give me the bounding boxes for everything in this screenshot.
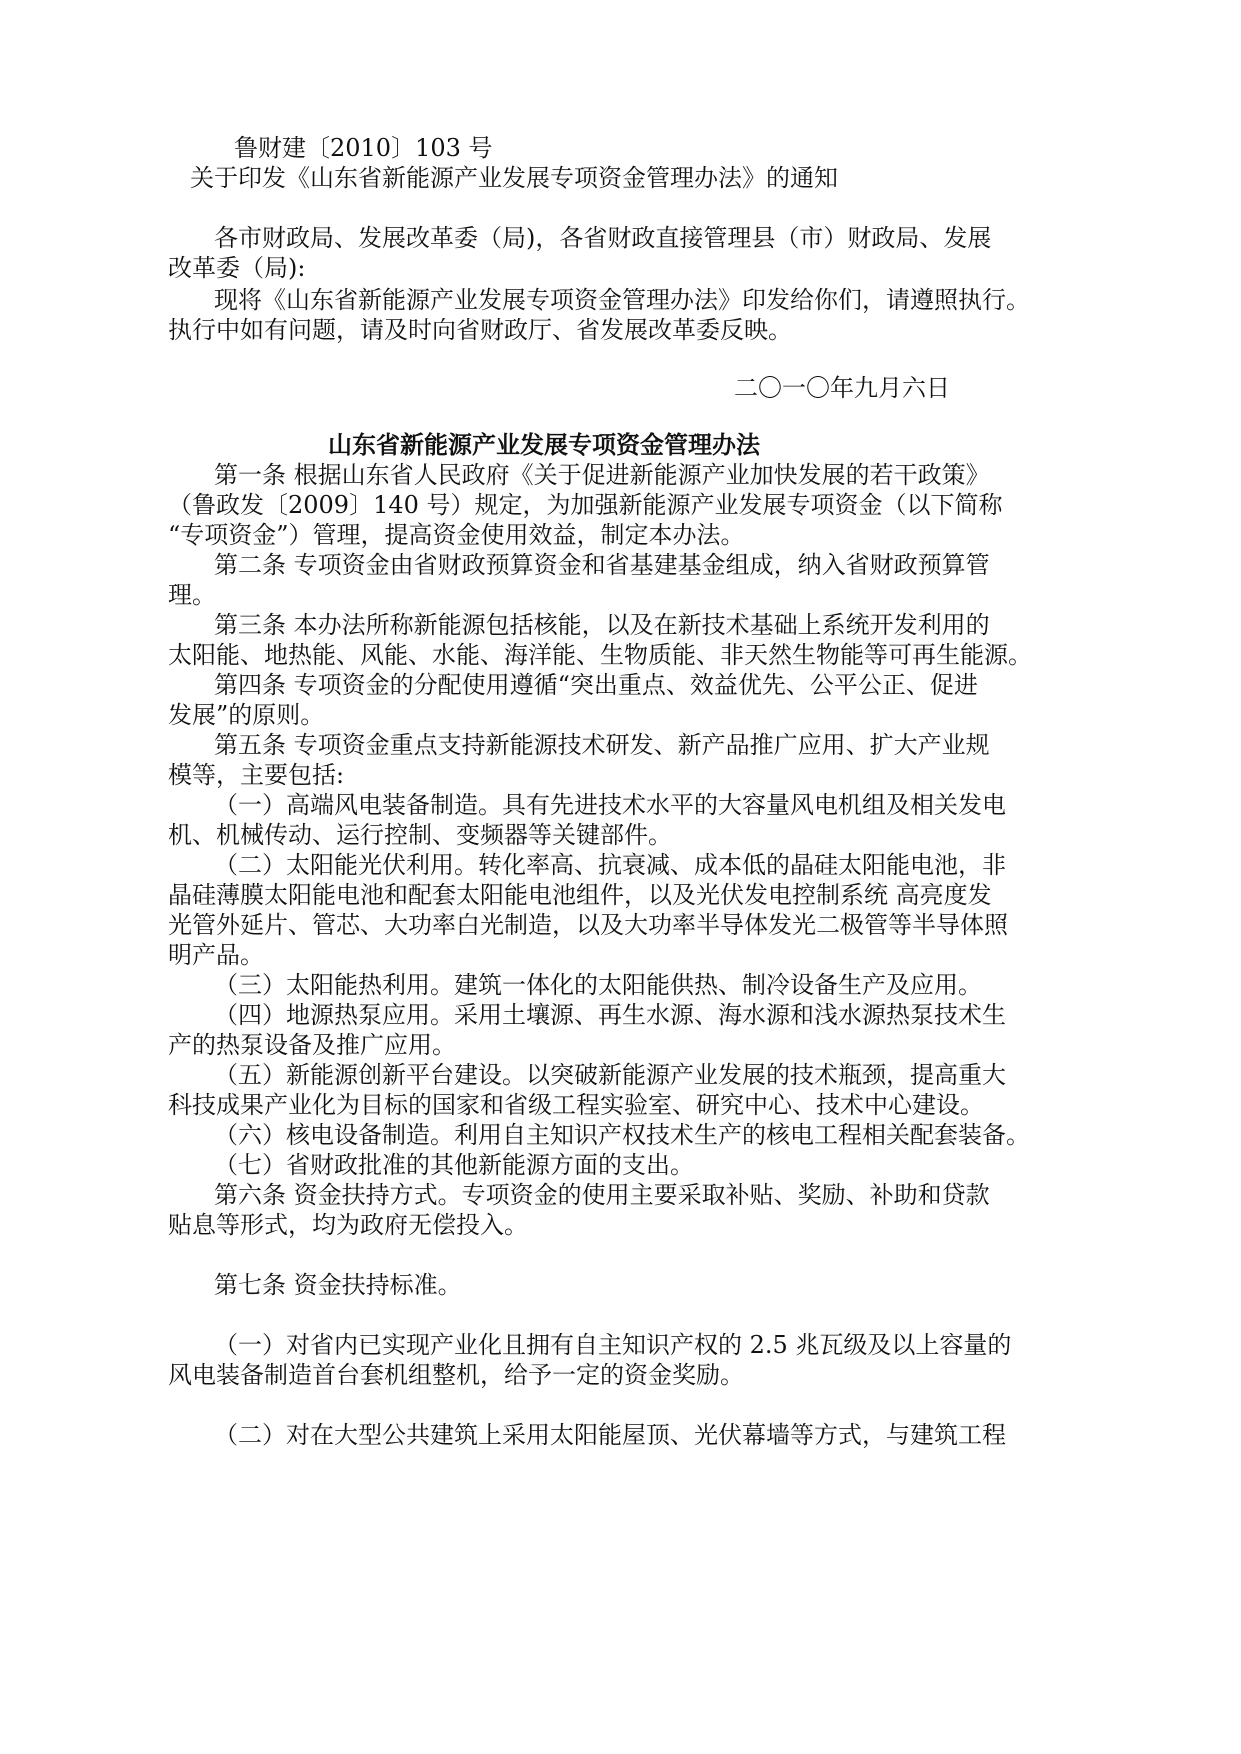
- article-line: 风电装备制造首台套机组整机，给予一定的资金奖励。: [168, 1361, 744, 1389]
- article-line: （六）核电设备制造。利用自主知识产权技术生产的核电工程相关配套装备。: [214, 1121, 1030, 1149]
- article-line: 光管外延片、管芯、大功率白光制造，以及大功率半导体发光二极管等半导体照: [168, 911, 1008, 939]
- article-line: （四）地源热泵应用。采用土壤源、再生水源、海水源和浅水源热泵技术生: [214, 1001, 1006, 1029]
- article-line: （一）对省内已实现产业化且拥有自主知识产权的 2.5 兆瓦级及以上容量的: [214, 1331, 1012, 1359]
- article-line: （一）高端风电装备制造。具有先进技术水平的大容量风电机组及相关发电: [214, 791, 1006, 819]
- article-line: 第三条 本办法所称新能源包括核能，以及在新技术基础上系统开发利用的: [214, 611, 990, 639]
- article-line: 产的热泵设备及推广应用。: [168, 1031, 456, 1059]
- article-line: 第六条 资金扶持方式。专项资金的使用主要采取补贴、奖励、补助和贷款: [214, 1181, 990, 1209]
- article-line: 第七条 资金扶持标准。: [214, 1271, 462, 1299]
- article-line: 晶硅薄膜太阳能电池和配套太阳能电池组件，以及光伏发电控制系统 高亮度发: [168, 881, 992, 909]
- article-line: “专项资金”）管理，提高资金使用效益，制定本办法。: [168, 521, 745, 549]
- article-line: 模等，主要包括:: [168, 761, 345, 789]
- article-line: 贴息等形式，均为政府无偿投入。: [168, 1211, 528, 1239]
- article-line: 第一条 根据山东省人民政府《关于促进新能源产业加快发展的若干政策》: [214, 461, 990, 489]
- article-line: （二）对在大型公共建筑上采用太阳能屋顶、光伏幕墙等方式，与建筑工程: [214, 1421, 1006, 1449]
- document-number: 鲁财建〔2010〕103 号: [234, 134, 493, 162]
- notice-title: 关于印发《山东省新能源产业发展专项资金管理办法》的通知: [190, 164, 838, 192]
- article-line: （鲁政发〔2009〕140 号）规定，为加强新能源产业发展专项资金（以下简称: [168, 491, 1003, 519]
- notice-body-line: 现将《山东省新能源产业发展专项资金管理办法》印发给你们，请遵照执行。: [214, 286, 1030, 314]
- article-line: （二）太阳能光伏利用。转化率高、抗衰减、成本低的晶硅太阳能电池，非: [214, 851, 1006, 879]
- article-line: 科技成果产业化为目标的国家和省级工程实验室、研究中心、技术中心建设。: [168, 1091, 984, 1119]
- addressee-line: 各市财政局、发展改革委（局)，各省财政直接管理县（市）财政局、发展: [214, 224, 992, 252]
- article-line: 第五条 专项资金重点支持新能源技术研发、新产品推广应用、扩大产业规: [214, 731, 990, 759]
- article-line: 第四条 专项资金的分配使用遵循“突出重点、效益优先、公平公正、促进: [214, 671, 978, 699]
- addressee-line: 改革委（局):: [168, 254, 306, 282]
- article-line: 太阳能、地热能、风能、水能、海洋能、生物质能、非天然生物能等可再生能源。: [168, 641, 1032, 669]
- article-line: 明产品。: [168, 941, 264, 969]
- article-line: 发展”的原则。: [168, 701, 325, 729]
- notice-date: 二〇一〇年九月六日: [734, 374, 950, 402]
- measures-title: 山东省新能源产业发展专项资金管理办法: [328, 430, 760, 459]
- article-line: 第二条 专项资金由省财政预算资金和省基建基金组成，纳入省财政预算管: [214, 551, 990, 579]
- article-line: （七）省财政批准的其他新能源方面的支出。: [214, 1151, 694, 1179]
- article-line: （三）太阳能热利用。建筑一体化的太阳能供热、制冷设备生产及应用。: [214, 971, 982, 999]
- article-line: 机、机械传动、运行控制、变频器等关键部件。: [168, 821, 672, 849]
- article-line: （五）新能源创新平台建设。以突破新能源产业发展的技术瓶颈，提高重大: [214, 1061, 1006, 1089]
- notice-body-line: 执行中如有问题，请及时向省财政厅、省发展改革委反映。: [168, 316, 792, 344]
- article-line: 理。: [168, 581, 216, 609]
